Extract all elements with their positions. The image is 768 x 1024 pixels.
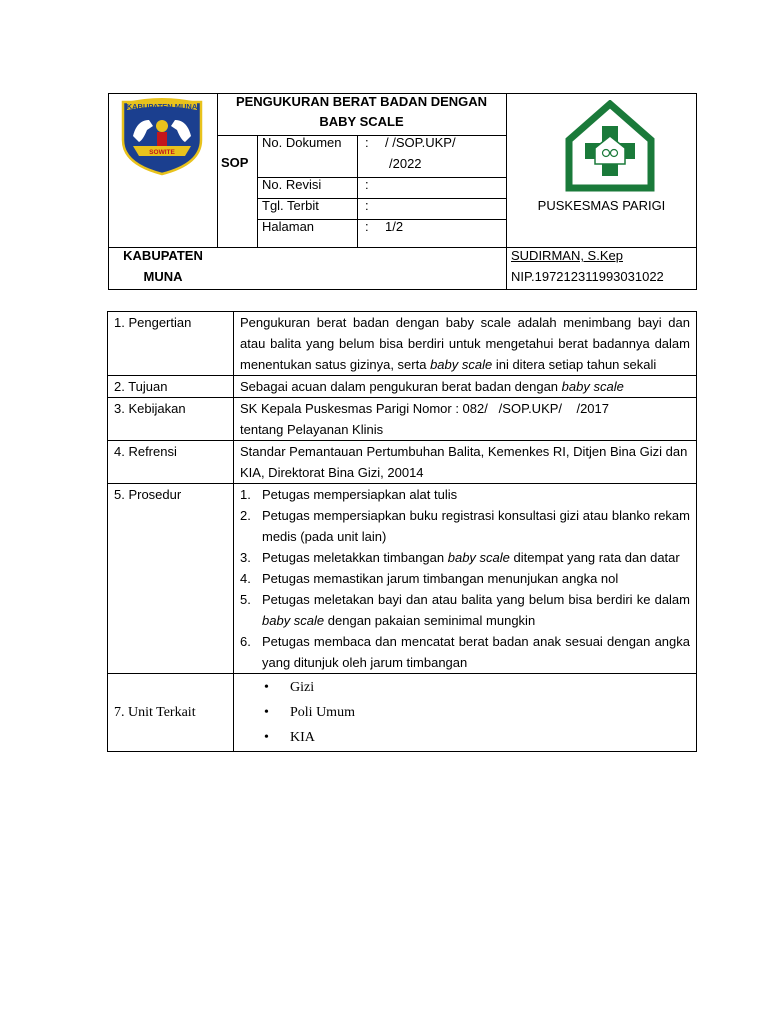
field-value-no-dokumen-year: /2022	[389, 156, 422, 171]
field-value-no-dokumen: / /SOP.UKP/	[385, 135, 456, 150]
row-content-refrensi: Standar Pemantauan Pertumbuhan Balita, Kemenkes RI, Ditjen Bina Gizi dan KIA, Direktorat Bina Gizi, 20014	[234, 441, 697, 484]
table-row	[108, 484, 697, 674]
bullet-icon: •	[264, 730, 269, 745]
step-number: 1.	[240, 487, 251, 502]
step-number: 6.	[240, 634, 251, 649]
list-item	[240, 725, 690, 750]
divider	[217, 135, 506, 136]
row-label-tujuan: 2. Tujuan	[108, 376, 234, 398]
table-row	[108, 441, 697, 484]
list-item	[240, 589, 690, 631]
list-item	[240, 484, 690, 505]
table-row	[108, 312, 697, 376]
row-label-pengertian: 1. Pengertian	[108, 312, 234, 376]
row-content-prosedur	[234, 484, 697, 674]
regency-line2: MUNA	[143, 269, 183, 284]
divider	[257, 135, 258, 247]
list-item	[240, 631, 690, 673]
kabupaten-muna-logo-icon	[119, 96, 205, 176]
step-text: Petugas memastikan jarum timbangan menunjukan angka nol	[262, 571, 619, 586]
step-italic: baby scale	[262, 613, 325, 628]
divider	[357, 135, 358, 247]
list-item	[240, 700, 690, 725]
step-italic: baby scale	[447, 550, 510, 565]
step-text: Petugas meletakkan timbangan	[262, 550, 448, 565]
document-title-line1: PENGUKURAN BERAT BADAN DENGAN	[235, 94, 488, 109]
step-text-end: ditempat yang rata dan datar	[509, 550, 680, 565]
table-row	[108, 674, 697, 752]
row-content-unit-terkait	[234, 674, 697, 752]
field-label-tgl-terbit: Tgl. Terbit	[262, 198, 319, 213]
unit-name: Gizi	[290, 680, 315, 695]
field-label-no-dokumen: No. Dokumen	[262, 135, 342, 150]
pengertian-italic: baby scale	[430, 357, 493, 372]
kebijakan-line1: SK Kepala Puskesmas Parigi Nomor : 082/ /SOP.UKP/ /2017	[240, 401, 609, 416]
pengertian-text-end: ini ditera setiap tahun sekali	[492, 357, 657, 372]
divider	[506, 94, 507, 290]
bullet-icon: •	[264, 705, 269, 720]
unit-list	[240, 675, 690, 750]
list-item	[240, 547, 690, 568]
table-row	[108, 376, 697, 398]
step-text-end: dengan pakaian seminimal mungkin	[324, 613, 536, 628]
row-label-refrensi: 4. Refrensi	[108, 441, 234, 484]
row-label-unit-terkait: 7. Unit Terkait	[108, 674, 234, 752]
list-item	[240, 505, 690, 547]
step-number: 5.	[240, 592, 251, 607]
tujuan-text: Sebagai acuan dalam pengukuran berat badan dengan	[240, 379, 562, 394]
logo-caption-bottom: SOWITE	[149, 149, 175, 156]
puskesmas-name: PUSKESMAS PARIGI	[537, 198, 666, 213]
list-item	[240, 568, 690, 589]
puskesmas-logo-icon	[565, 100, 655, 192]
field-colon: :	[365, 198, 369, 213]
tujuan-italic: baby scale	[561, 379, 624, 394]
logo-caption-top: KABUPATEN MUNA	[126, 102, 198, 111]
field-colon: :	[365, 219, 369, 234]
sop-label: SOP	[221, 155, 249, 170]
row-content-pengertian	[234, 312, 697, 376]
document-header	[108, 93, 697, 290]
field-label-no-revisi: No. Revisi	[262, 177, 322, 192]
regency-line1: KABUPATEN	[123, 248, 203, 263]
step-number: 2.	[240, 508, 251, 523]
field-colon: :	[365, 135, 369, 150]
pengertian-text: Pengukuran berat badan dengan baby scale adalah menimbang bayi dan atau balita yang belum bisa berdiri untuk mengetahui berat badannya dalam menentukan satus gizinya, serta	[240, 315, 690, 372]
step-text: Petugas mempersiapkan alat tulis	[262, 487, 458, 502]
signatory-nip: NIP.197212311993031022	[511, 269, 664, 284]
unit-name: KIA	[290, 730, 315, 745]
bullet-icon: •	[264, 680, 269, 695]
document-title-line2: BABY SCALE	[319, 114, 404, 129]
step-text: Petugas membaca dan mencatat berat badan anak sesuai dengan angka yang ditunjuk oleh jarum timbangan	[262, 634, 690, 670]
prosedur-steps	[240, 484, 690, 673]
signatory-name-link[interactable]: SUDIRMAN, S.Kep	[511, 248, 623, 263]
field-value-halaman: 1/2	[385, 219, 404, 234]
row-content-tujuan	[234, 376, 697, 398]
row-content-kebijakan	[234, 398, 697, 441]
step-number: 4.	[240, 571, 251, 586]
step-text: Petugas mempersiapkan buku registrasi konsultasi gizi atau blanko rekam medis (pada unit lain)	[262, 508, 690, 544]
kebijakan-line2: tentang Pelayanan Klinis	[240, 422, 384, 437]
list-item	[240, 675, 690, 700]
row-label-prosedur: 5. Prosedur	[108, 484, 234, 674]
field-colon: :	[365, 177, 369, 192]
sop-content-table	[107, 311, 697, 752]
table-row	[108, 398, 697, 441]
field-label-halaman: Halaman	[262, 219, 315, 234]
step-number: 3.	[240, 550, 251, 565]
row-label-kebijakan: 3. Kebijakan	[108, 398, 234, 441]
step-text: Petugas meletakan bayi dan atau balita yang belum bisa berdiri ke dalam	[262, 592, 690, 607]
unit-name: Poli Umum	[290, 705, 355, 720]
